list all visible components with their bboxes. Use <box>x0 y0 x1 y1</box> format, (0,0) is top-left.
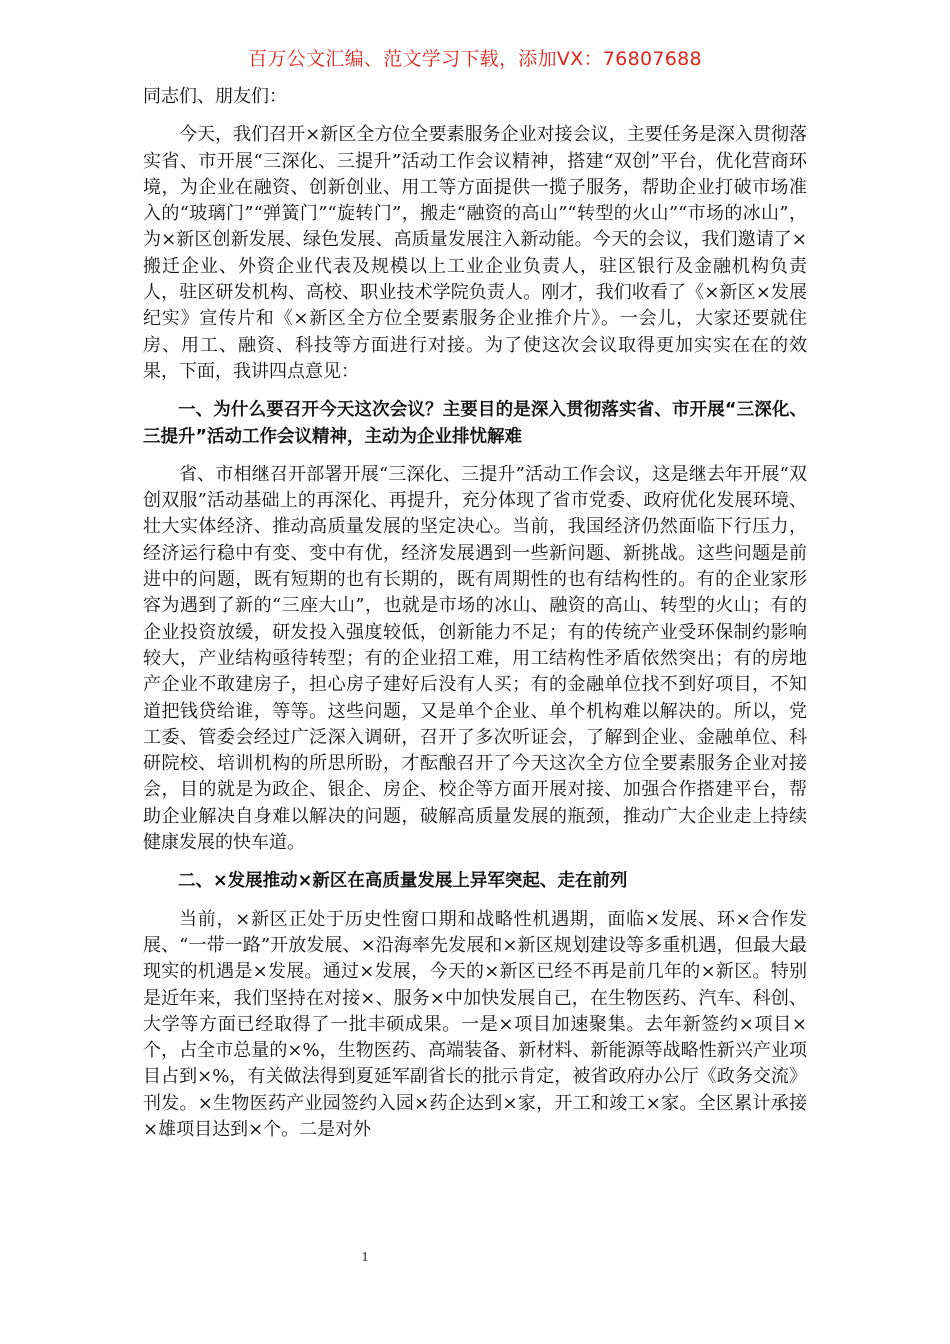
section-1-heading: 一、为什么要召开今天这次会议？主要目的是深入贯彻落实省、市开展“三深化、三提升”活动工作会议精神，主动为企业排忧解难 <box>143 400 807 447</box>
page-number: 1 <box>361 1250 369 1265</box>
watermark-header: 百万公文汇编、范文学习下载，添加VX：76807688 <box>248 48 702 70</box>
section-2-heading: 二、×发展推动×新区在高质量发展上异军突起、走在前列 <box>178 871 628 892</box>
greeting: 同志们、朋友们： <box>143 86 287 107</box>
section-1-paragraph: 省、市相继召开部署开展“三深化、三提升”活动工作会议，这是继去年开展“双创双服”活动基础上的再深化、再提升，充分体现了省市党委、政府优化发展环境、壮大实体经济、推动高质量发展的坚定决心。当前，我国经济仍然面临下行压力，经济运行稳中有变、变中有优，经济发展遇到一些新问题、新挑战。这些问题是前进中的问题，既有短期的也有长期的，既有周期性的也有结构性的。有的企业家形容为遇到了新的“三座大山”，也就是市场的冰山、融资的高山、转型的火山；有的企业投资放缓，研发投入强度较低，创新能力不足；有的传统产业受环保制约影响较大，产业结构亟待转型；有的企业招工难，用工结构性矛盾依然突出；有的房地产企业不敢建房子，担心房子建好后没有人买；有的金融单位找不到好项目，不知道把钱贷给谁，等等。这些问题，又是单个企业、单个机构难以解决的。所以，党工委、管委会经过广泛深入调研，召开了多次听证会，了解到企业、金融单位、科研院校、培训机构的所思所盼，才酝酿召开了今天这次全方位全要素服务企业对接会，目的就是为政企、银企、房企、校企等方面开展对接、加强合作搭建平台，帮助企业解决自身难以解决的问题，破解高质量发展的瓶颈，推动广大企业走上持续健康发展的快车道。 <box>143 463 807 854</box>
document-body <box>143 84 807 1155</box>
intro-paragraph: 今天，我们召开×新区全方位全要素服务企业对接会议，主要任务是深入贯彻落实省、市开展“三深化、三提升”活动工作会议精神，搭建“双创”平台，优化营商环境，为企业在融资、创新创业、用工等方面提供一揽子服务，帮助企业打破市场准入的“玻璃门”“弹簧门”“旋转门”，搬走“融资的高山”“转型的火山”“市场的冰山”，为×新区创新发展、绿色发展、高质量发展注入新动能。今天的会议，我们邀请了×搬迁企业、外资企业代表及规模以上工业企业负责人，驻区银行及金融机构负责人，驻区研发机构、高校、职业技术学院负责人。刚才，我们收看了《×新区×发展纪实》宣传片和《×新区全方位全要素服务企业推介片》。一会儿，大家还要就住房、用工、融资、科技等方面进行对接。为了使这次会议取得更加实实在在的效果，下面，我讲四点意见： <box>143 124 807 382</box>
section-2-paragraph: 当前，×新区正处于历史性窗口期和战略性机遇期，面临×发展、环×合作发展、“一带一路”开放发展、×沿海率先发展和×新区规划建设等多重机遇，但最大最现实的机遇是×发展。通过×发展，今天的×新区已经不再是前几年的×新区。特别是近年来，我们坚持在对接×、服务×中加快发展自己，在生物医药、汽车、科创、大学等方面已经取得了一批丰硕成果。一是×项目加速聚集。去年新签约×项目×个，占全市总量的×%，生物医药、高端装备、新材料、新能源等战略性新兴产业项目占到×%，有关做法得到夏延军副省长的批示肯定，被省政府办公厅《政务交流》刊发。×生物医药产业园签约入园×药企达到×家，开工和竣工×家。全区累计承接×雄项目达到×个。二是对外 <box>143 908 807 1140</box>
